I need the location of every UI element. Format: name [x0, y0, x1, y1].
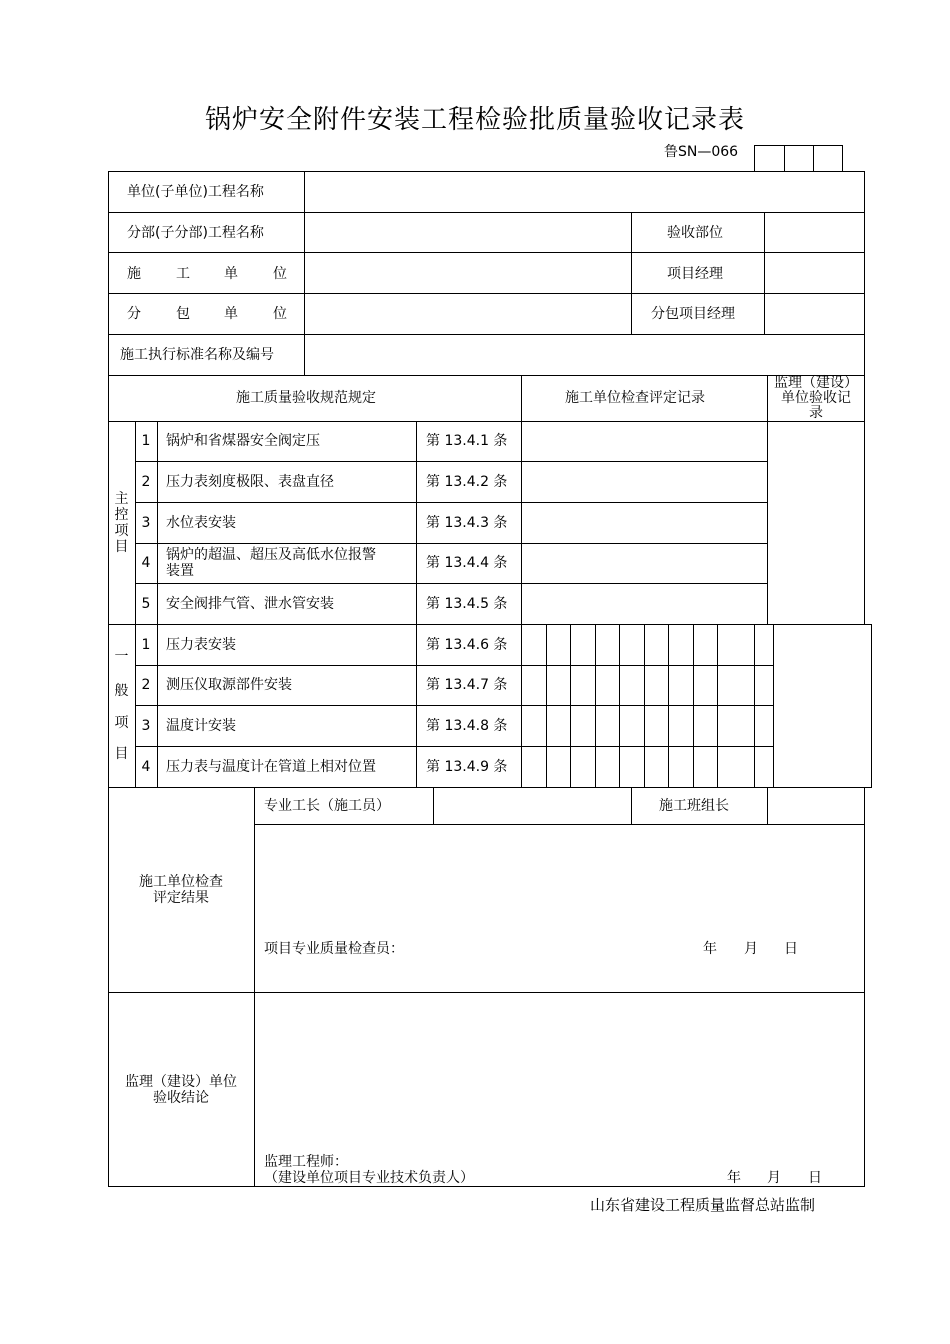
construction-tech-lead-label: （建设单位项目专业技术负责人） [264, 1170, 474, 1186]
acceptance-location-label: 验收部位 [667, 225, 723, 241]
record-column-header: 施工单位检查评定记录 [565, 390, 705, 406]
foreman-label: 专业工长（施工员） [264, 798, 390, 814]
spec-column-header: 施工质量验收规范规定 [236, 390, 376, 406]
project-manager-label: 项目经理 [667, 266, 723, 282]
subcontract-manager-label: 分包项目经理 [651, 306, 735, 322]
form-code: 鲁SN—066 [664, 144, 739, 160]
page-title: 锅炉安全附件安装工程检验批质量验收记录表 [204, 105, 745, 135]
quality-inspector-label: 项目专业质量检查员： [264, 941, 404, 957]
footer-issuer: 山东省建设工程质量监督总站监制 [590, 1196, 816, 1214]
supervision-engineer-label: 监理工程师： [264, 1154, 348, 1170]
unit-project-name-label: 单位(子单位)工程名称 [127, 184, 264, 200]
team-leader-label: 施工班组长 [659, 798, 729, 814]
code-boxes [754, 145, 843, 172]
sub-project-name-label: 分部(子分部)工程名称 [127, 225, 264, 241]
standard-name-label: 施工执行标准名称及编号 [120, 347, 274, 363]
